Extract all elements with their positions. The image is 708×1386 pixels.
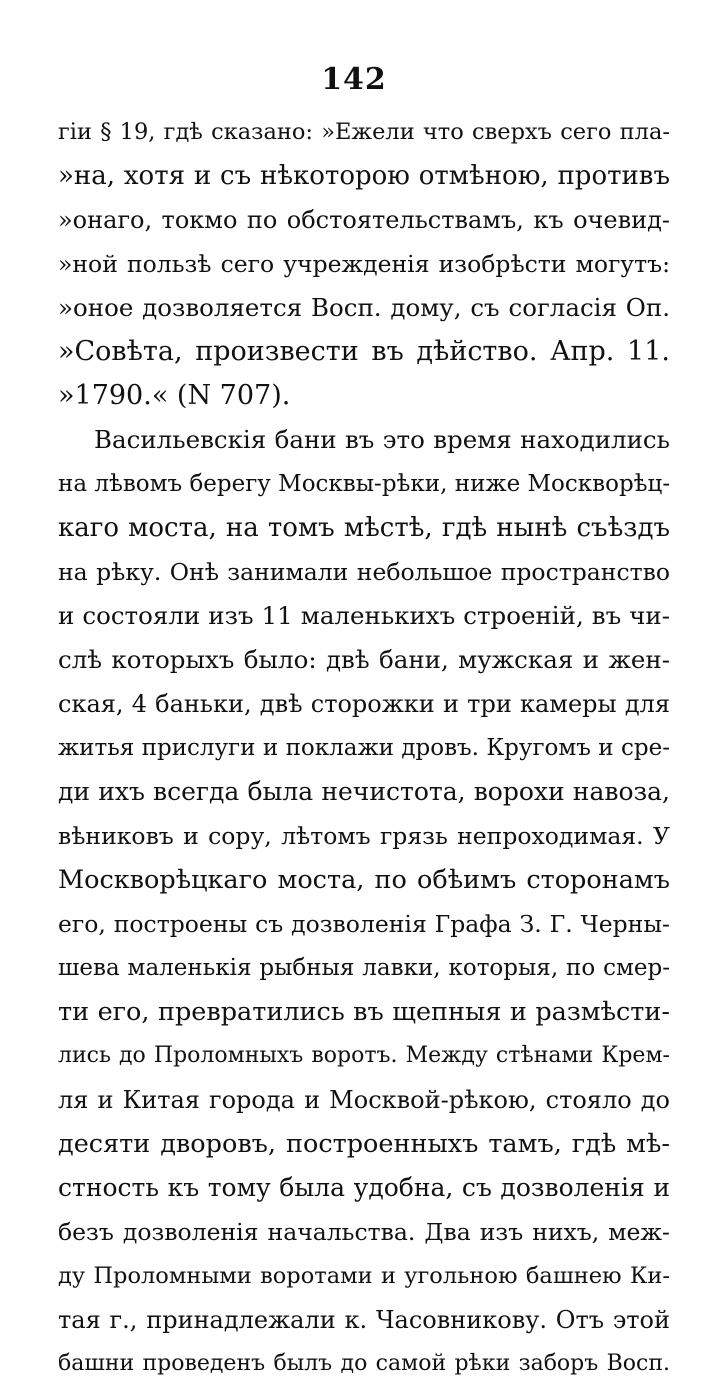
text-line: тая г., принадлежали к. Часовникову. Отъ этой [58, 1306, 670, 1334]
text-line: и состояли изъ 11 маленькихъ строеній, въ чи- [58, 601, 670, 630]
text-line: башни проведенъ былъ до самой рѣки заборъ Восп. [58, 1351, 670, 1376]
text-line: ля и Китая города и Москвой-рѣкою, стояло до [58, 1086, 670, 1114]
text-line: ди ихъ всегда была нечистота, ворохи навоза, [58, 777, 670, 806]
text-line: его, построены съ дозволенія Графа З. Г. Черны- [58, 910, 670, 938]
text-line: лись до Проломныхъ воротъ. Между стѣнами Крем- [58, 1043, 670, 1068]
text-line: »ной пользѣ сего учрежденія изобрѣсти могутъ: [58, 250, 670, 278]
text-line: ду Проломными воротами и угольною башнею Ки- [58, 1263, 670, 1289]
text-line: »Совѣта, произвести въ дѣйство. Апр. 11. [58, 336, 670, 367]
text-line: »1790.« (N 707). [58, 380, 291, 411]
text-line: гіи § 19, гдѣ сказано: »Ежели что сверхъ сего пла- [58, 119, 670, 145]
text-line: стность къ тому была удобна, съ дозволенія и [58, 1173, 670, 1202]
text-line: ти его, превратились въ щепныя и размѣсти- [58, 997, 670, 1027]
text-line: на лѣвомъ берегу Москвы-рѣки, ниже Москворѣц- [58, 471, 670, 497]
text-line: Москворѣцкаго моста, по обѣимъ сторонамъ [58, 865, 670, 895]
text-line: шева маленькія рыбныя лавки, которыя, по смер- [58, 955, 670, 981]
text-line: »на, хотя и съ нѣкоторою отмѣною, противъ [58, 161, 670, 191]
text-line: каго моста, на томъ мѣстѣ, гдѣ нынѣ съѣздъ [58, 513, 670, 543]
text-line: десяти дворовъ, построенныхъ тамъ, гдѣ мѣ- [58, 1129, 670, 1159]
text-line: безъ дозволенія начальства. Два изъ нихъ, меж- [58, 1218, 670, 1246]
text-line: житья прислуги и поклажи дровъ. Кругомъ и сре- [58, 735, 670, 761]
body-text [58, 110, 670, 1386]
text-line: на рѣку. Онѣ занимали небольшое пространство [58, 558, 670, 586]
text-line: »онаго, токмо по обстоятельствамъ, къ очевид- [58, 206, 670, 234]
text-line: слѣ которыхъ было: двѣ бани, мужская и жен- [58, 645, 670, 674]
page-number: 142 [321, 62, 387, 97]
text-line: ская, 4 баньки, двѣ сторожки и три камеры для [58, 690, 670, 718]
text-line: »оное дозволяется Восп. дому, съ согласія Оп. [58, 293, 670, 322]
text-line: вѣниковъ и сору, лѣтомъ грязь непроходимая. У [58, 822, 670, 850]
text-line: Васильевскія бани въ это время находились [94, 425, 670, 454]
